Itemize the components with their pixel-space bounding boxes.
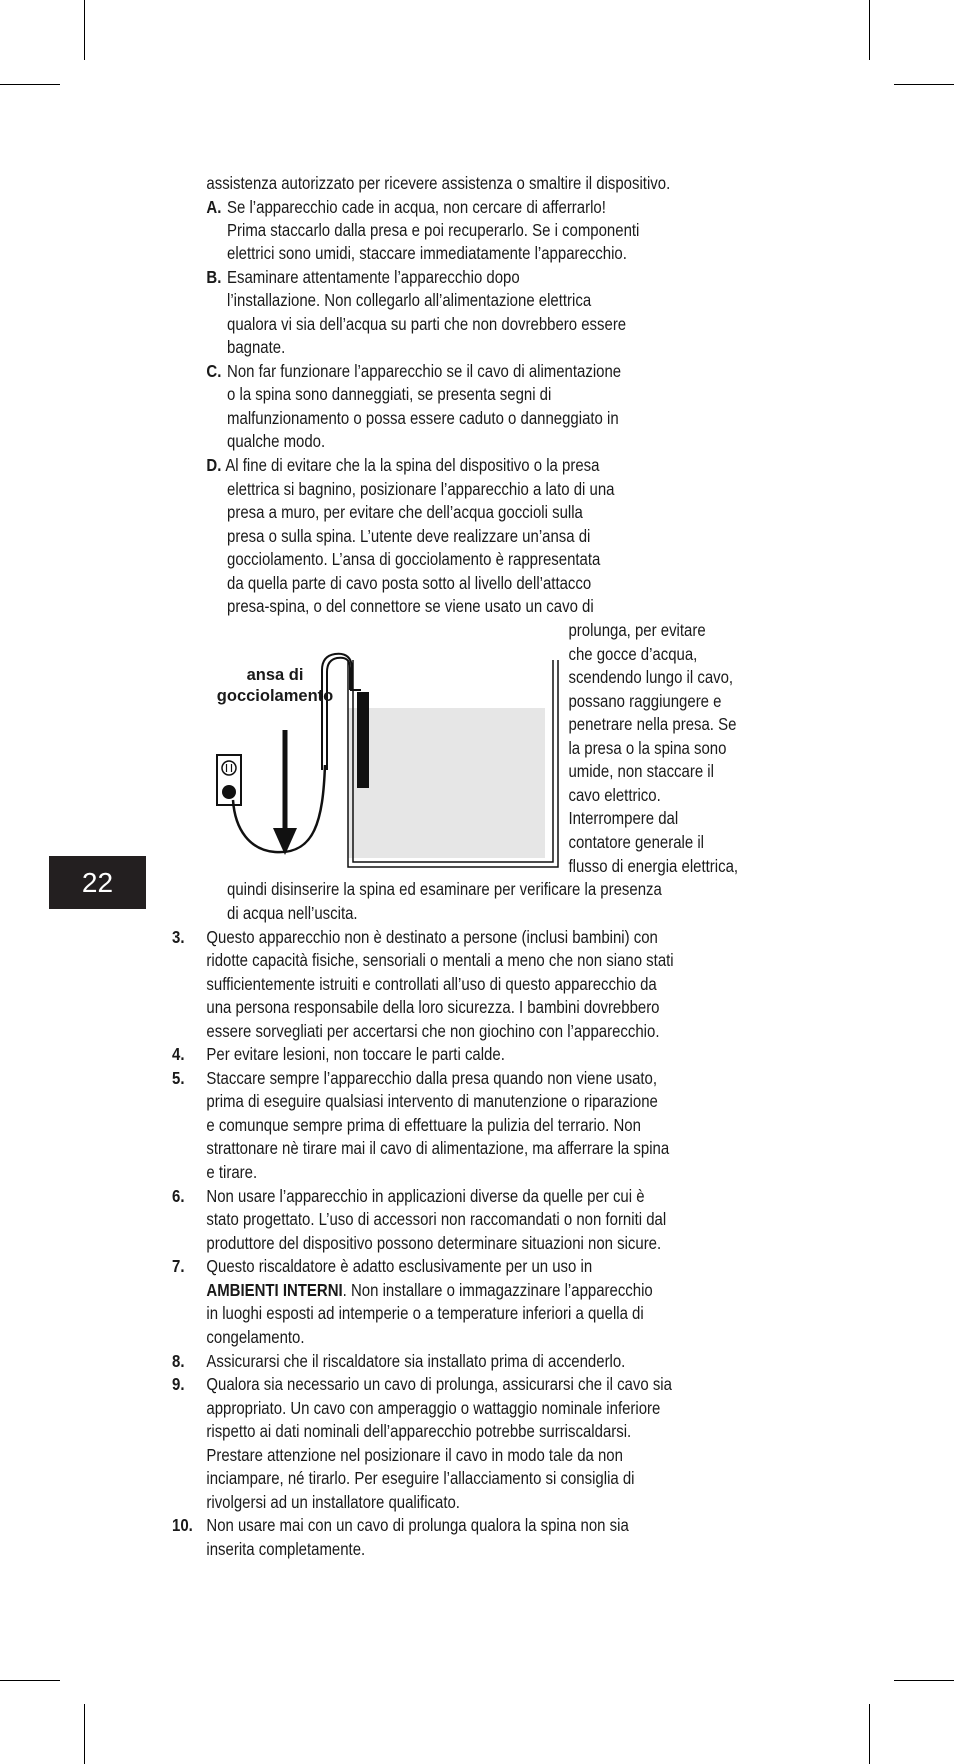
item-number-3: 3. (172, 927, 185, 947)
diagram-label-line: gocciolamento (216, 687, 334, 705)
crop-mark (894, 84, 954, 85)
item-9-line: rispetto ai dati nominali dell’apparecchio potrebbe surriscaldarsi. (206, 1421, 632, 1441)
sub-item-label-d: D. (206, 455, 222, 475)
sub-item-c-line: qualche modo. (227, 431, 326, 451)
wrap-line: Interrompere dal (568, 808, 679, 828)
item-6-line: Non usare l’apparecchio in applicazioni diverse da quelle per cui è (206, 1186, 645, 1206)
item-3-line: Questo apparecchio non è destinato a persone (inclusi bambini) con (206, 927, 658, 947)
item-6-line: produttore del dispositivo possono determinare situazioni non sicure. (206, 1233, 662, 1253)
item-3-line: ridotte capacità fisiche, sensoriali o mentali a meno che non siano stati (206, 950, 674, 970)
tank-icon (348, 660, 558, 867)
wrap-line: flusso di energia elettrica, (568, 856, 739, 876)
item-6-line: stato progettato. L’uso di accessori non raccomandati o non forniti dal (206, 1209, 667, 1229)
item-5-line: Staccare sempre l’apparecchio dalla presa quando non viene usato, (206, 1068, 658, 1088)
wrap-line: che gocce d’acqua, (568, 644, 698, 664)
wrap-line: cavo elettrico. (568, 785, 661, 805)
page-number: 22 (81, 866, 114, 898)
item-10-line: Non usare mai con un cavo di prolunga qualora la spina non sia (206, 1515, 629, 1535)
item-number-6: 6. (172, 1186, 185, 1206)
item-3-line: essere sorvegliati per accertarsi che non giochino con l’apparecchio. (206, 1021, 660, 1041)
crop-mark (84, 0, 85, 60)
intro-line: assistenza autorizzato per ricevere assistenza o smaltire il dispositivo. (206, 173, 671, 193)
item-5-line: e comunque sempre prima di effettuare la pulizia del terrario. Non (206, 1115, 641, 1135)
item-7-line-rest: . Non installare o immagazzinare l’apparecchio (342, 1280, 653, 1300)
item-7-line: in luoghi esposti ad intemperie o a temperature inferiori a quella di (206, 1303, 644, 1323)
sub-item-a-line: Se l’apparecchio cade in acqua, non cercare di afferrarlo! (227, 197, 606, 217)
item-3-line: una persona responsabile della loro sicurezza. I bambini dovrebbero (206, 997, 660, 1017)
item-number-5: 5. (172, 1068, 185, 1088)
wrap-line: contatore generale il (568, 832, 704, 852)
sub-item-d-line: presa-spina, o del connettore se viene usato un cavo di (227, 596, 594, 616)
page-number-tab (49, 856, 146, 909)
indoor-emphasis: AMBIENTI INTERNI (206, 1280, 343, 1300)
item-5-line: strattonare nè tirare mai il cavo di alimentazione, ma afferrare la spina (206, 1138, 670, 1158)
wrap-line: umide, non staccare il (568, 761, 714, 781)
crop-mark (0, 84, 60, 85)
item-9-line: appropriato. Un cavo con amperaggio o wattaggio nominale inferiore (206, 1398, 661, 1418)
item-8-line: Assicurarsi che il riscaldatore sia installato prima di accenderlo. (206, 1351, 626, 1371)
diagram-label (205, 665, 345, 707)
crop-mark (0, 1680, 60, 1681)
item-5-line: prima di eseguire qualsiasi intervento di manutenzione o riparazione (206, 1091, 658, 1111)
after-wrap-line: quindi disinserire la spina ed esaminare per verificare la presenza (227, 879, 662, 899)
item-number-10: 10. (172, 1515, 193, 1535)
wrap-line: prolunga, per evitare (568, 620, 706, 640)
diagram-label-line: ansa di (246, 666, 304, 684)
crop-mark (869, 1704, 870, 1764)
sub-item-b-line: bagnate. (227, 337, 286, 357)
sub-item-d-line: da quella parte di cavo posta sotto al livello dell’attacco (227, 573, 592, 593)
item-number-9: 9. (172, 1374, 185, 1394)
arrow-down-icon (273, 730, 297, 855)
sub-item-c-line: malfunzionamento o possa essere caduto o danneggiato in (227, 408, 619, 428)
crop-mark (894, 1680, 954, 1681)
item-9-line: Prestare attenzione nel posizionare il cavo in modo tale da non (206, 1445, 623, 1465)
item-9-line: rivolgersi ad un installatore qualificato. (206, 1492, 460, 1512)
item-9-line: Qualora sia necessario un cavo di prolunga, assicurarsi che il cavo sia (206, 1374, 672, 1394)
sub-item-b-line: l’installazione. Non collegarlo all’alimentazione elettrica (227, 290, 592, 310)
sub-item-label-c: C. (206, 361, 222, 381)
sub-item-d-line: gocciolamento. L’ansa di gocciolamento è rappresentata (227, 549, 601, 569)
wrap-line: la presa o la spina sono (568, 738, 727, 758)
item-number-8: 8. (172, 1351, 185, 1371)
item-7-line: Questo riscaldatore è adatto esclusivamente per un uso in (206, 1256, 593, 1276)
item-4-line: Per evitare lesioni, non toccare le parti calde. (206, 1044, 505, 1064)
drip-loop-diagram (205, 650, 565, 870)
sub-item-d-line: presa o sulla spina. L’utente deve realizzare un’ansa di (227, 526, 591, 546)
wrap-line: scendendo lungo il cavo, (568, 667, 734, 687)
item-5-line: e tirare. (206, 1162, 258, 1182)
sub-item-c-line: o la spina sono danneggiati, se presenta segni di (227, 384, 552, 404)
item-9-line: inciampare, né tirarlo. Per eseguire l’allacciamento si consiglia di (206, 1468, 635, 1488)
sub-item-d-line: elettrica si bagnino, posizionare l’apparecchio a lato di una (227, 479, 615, 499)
wrap-line: possano raggiungere e (568, 691, 722, 711)
sub-item-c-line: Non far funzionare l’apparecchio se il cavo di alimentazione (227, 361, 622, 381)
sub-item-b-line: qualora vi sia dell’acqua su parti che non dovrebbero essere (227, 314, 627, 334)
crop-mark (84, 1704, 85, 1764)
sub-item-b-line: Esaminare attentamente l’apparecchio dopo (227, 267, 520, 287)
wrap-line: penetrare nella presa. Se (568, 714, 737, 734)
item-number-7: 7. (172, 1256, 185, 1276)
item-7-line: congelamento. (206, 1327, 305, 1347)
crop-mark (869, 0, 870, 60)
after-wrap-line: di acqua nell’uscita. (227, 903, 358, 923)
item-3-line: sufficientemente istruiti e controllati all’uso di questo apparecchio da (206, 974, 657, 994)
wall-outlet-icon (217, 755, 241, 805)
sub-item-a-line: Prima staccarlo dalla presa e poi recuperarlo. Se i componenti (227, 220, 640, 240)
sub-item-d-line: presa a muro, per evitare che dell’acqua goccioli sulla (227, 502, 583, 522)
sub-item-label-b: B. (206, 267, 222, 287)
item-7-line (206, 1279, 652, 1303)
sub-item-d-line: Al fine di evitare che la la spina del dispositivo o la presa (225, 455, 600, 475)
sub-item-a-line: elettrici sono umidi, staccare immediatamente l’apparecchio. (227, 243, 627, 263)
sub-item-label-a: A. (206, 197, 222, 217)
item-10-line: inserita completamente. (206, 1539, 366, 1559)
item-number-4: 4. (172, 1044, 185, 1064)
